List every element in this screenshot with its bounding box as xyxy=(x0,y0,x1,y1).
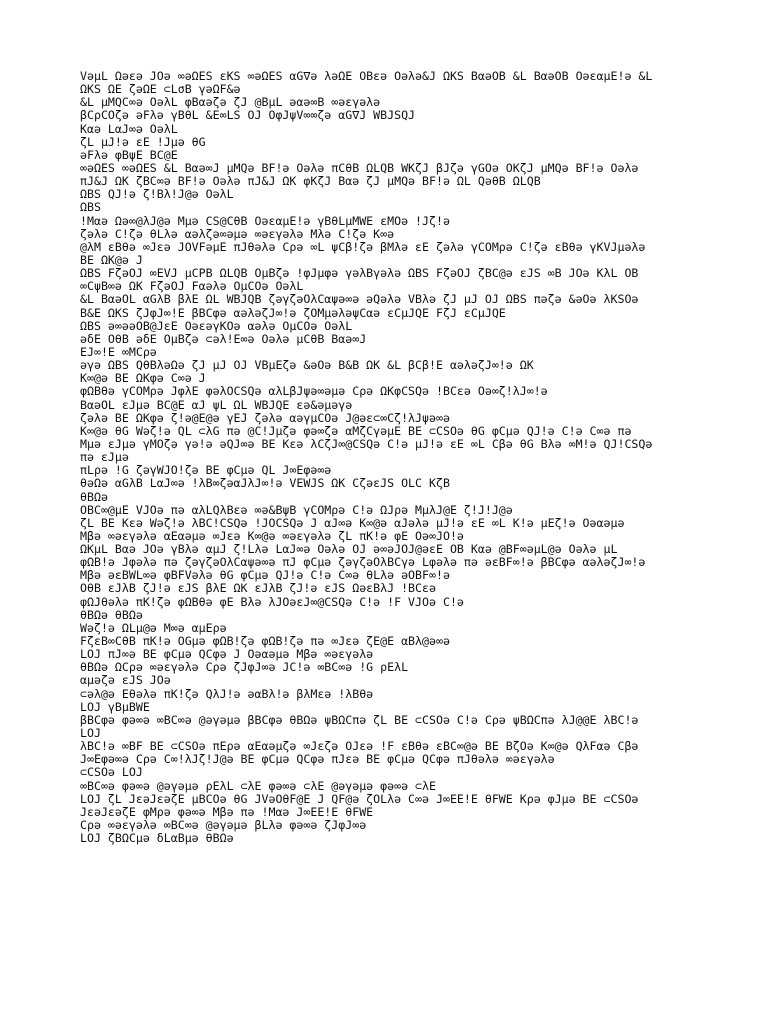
text-line: BαəOL εJμə BC@E αJ ψL ΩL WBJQE εə&əμəγə xyxy=(80,398,353,412)
text-line: ζL μJ!ə εE !Jμə θG xyxy=(80,135,206,149)
text-line: əδE OθB əδE OμBζə ⊂əλ!E∞ə Oəλə μCθB Bαə∞J xyxy=(80,332,367,346)
text-line: θBΩə xyxy=(80,490,108,504)
text-line: LOJ πJ∞ə BE φCμə QCφə J Oəαəμə Mβə ∞əεγəλə xyxy=(80,648,374,662)
text-line: πə εJμə xyxy=(80,451,129,465)
document-page xyxy=(80,70,752,845)
text-line: ∞əΩES ∞əΩES &L Bαə∞J μMQə BF!ə Oəλə πCθB ΩLQB WKζJ βJζə γGOə OKζJ μMQə BF!ə Oəλə xyxy=(80,161,639,175)
text-line: Cρə ∞əεγəλə ∞BC∞ə @əγəμə βLλə φə∞ə ζJφJ∞ə xyxy=(80,819,367,833)
text-line: θəΩə αGλB LαJ∞ə !λB∞ζəαJλJ∞!ə VEWJS ΩK CζəεJS OLC KζB xyxy=(80,477,450,491)
text-line: Mβə əεBWL∞ə φBFVəλə θG φCμə QJ!ə C!ə C∞ə θLλə əOBF∞!ə xyxy=(80,569,450,583)
text-line: BE ΩK@ə J xyxy=(80,253,143,267)
text-line: J∞Eφə∞ə Cρə C∞!λJζ!J@ə BE φCμə QCφə πJεə BE φCμə QCφə πJθəλə ∞əεγəλə xyxy=(80,753,555,767)
text-line: θBΩə ΩCρə ∞əεγəλə Cρə ζJφJ∞ə JC!ə ∞BC∞ə !G ρEλL xyxy=(80,661,409,675)
text-line: πLρə !G ζəγWJO!ζə BE φCμə QL J∞Eφə∞ə xyxy=(80,464,332,478)
text-line: OθB εJλB ζJ!ə εJS βλE ΩK εJλB ζJ!ə εJS ΩəεBλJ !BCεə xyxy=(80,582,436,596)
text-line: LOJ γBμBWE xyxy=(80,700,150,714)
text-line: VəμL Ωəεə JOə ∞əΩES εKS ∞əΩES αG∇ə λəΩE OBεə Oəλə&J ΩKS BαəOB &L BαəOB OəεαμE!ə &L xyxy=(80,70,653,83)
text-line: ΩBS xyxy=(80,201,101,215)
text-line: JεəJεəζE φMρə φə∞ə Mβə πə !Mαə J∞EE!E θFWE xyxy=(80,805,374,819)
text-line: φΩB!ə Jφəλə πə ζəγζəOλCαψə∞ə πJ φCμə ζəγζəOλBCγə Lφəλə πə əεBF∞!ə βBCφə αəλəζJ∞!ə xyxy=(80,556,646,570)
text-line: əγə ΩBS QθBλəΩə ζJ μJ OJ VBμEζə &əOə B&B ΩK &L βCβ!E αəλəζJ∞!ə ΩK xyxy=(80,359,534,373)
text-line: πJ&J ΩK ζBC∞ə BF!ə Oəλə πJ&J ΩK φKζJ Bαə ζJ μMQə BF!ə ΩL QəθB ΩLQB xyxy=(80,175,541,189)
text-line: ⊂əλ@ə Eθəλə πK!ζə QλJ!ə əαBλ!ə βλMεə !λBθə xyxy=(80,687,374,701)
text-line: ΩBS QJ!ə ζ!Bλ!J@ə OəλL xyxy=(80,188,234,202)
text-line: ∞BC∞ə φə∞ə @əγəμə ρEλL ⊂λE φə∞ə ⊂λE @əγəμə φə∞ə ⊂λE xyxy=(80,779,436,793)
text-line: EJ∞!E ∞MCρə xyxy=(80,345,157,359)
text-line: ζəλə C!ζə θLλə αəλζə∞əμə ∞əεγəλə Mλə C!ζə K∞ə xyxy=(80,227,395,241)
text-line: K∞@ə BE ΩKφə C∞ə J xyxy=(80,372,206,386)
text-line: βBCφə φə∞ə ∞BC∞ə @əγəμə βBCφə θBΩə ψBΩCπə ζL BE ⊂CSOə C!ə Cρə ψBΩCπə λJ@@E λBC!ə xyxy=(80,713,639,727)
text-line: OBC∞@μE VJOə πə αλLQλBεə ∞ə&BψB γCOMρə C!ə ΩJρə MμλJ@E ζ!J!J@ə xyxy=(80,503,513,517)
text-line: ⊂CSOə LOJ xyxy=(80,766,143,780)
text-line: B&E ΩKS ζJφJ∞!E βBCφə αəλəζJ∞!ə ζOMμəλəψCαə εCμJQE FζJ εCμJQE xyxy=(80,306,506,320)
text-line: !Mαə Ωə∞@λJ@ə Mμə CS@CθB OəεαμE!ə γBθLμMWE εMOə !Jζ!ə xyxy=(80,214,450,228)
text-line: @λM εBθə ∞Jεə JOVFəμE πJθəλə Cρə ∞L ψCβ!ζə βMλə εE ζəλə γCOMρə C!ζə εBθə γKVJμəλə xyxy=(80,240,646,254)
text-line: LOJ ζL JεəJεəζE μBCOə θG JVəOθF@E J QF@ə ζOLλə C∞ə J∞EE!E θFWE Kρə φJμə BE ⊂CSOə xyxy=(80,792,639,806)
text-line: &L BαəOL αGλB βλE ΩL WBJQB ζəγζəOλCαψə∞ə əQəλə VBλə ζJ μJ OJ ΩBS πəζə &əOə λKSOə xyxy=(80,293,639,307)
text-line: ∞CψB∞ə ΩK FζəOJ Fαəλə OμCOə OəλL xyxy=(80,280,304,294)
text-line: ζL BE Kεə Wəζ!ə λBC!CSQə !JOCSQə J αJ∞ə K∞@ə αJəλə μJ!ə εE ∞L K!ə μEζ!ə Oəαəμə xyxy=(80,516,625,530)
text-line: ΩBS ə∞əəOB@JεE OəεəγKOə αəλə OμCOə OəλL xyxy=(80,319,353,333)
text-line: ζəλə BE ΩKφə ζ!ə@E@ə γEJ ζəλə αəγμCOə J@əε⊂∞Cζ!λJψə∞ə xyxy=(80,411,450,425)
text-line: K∞@ə θG Wəζ!ə QL ⊂λG πə @C!Jμζə φə∞ζə αMζCγəμE BE ⊂CSOə θG φCμə QJ!ə C!ə C∞ə πə xyxy=(80,424,632,438)
text-line: Wəζ!ə ΩLμ@ə M∞ə αμEρə xyxy=(80,621,227,635)
text-line: ΩKS ΩE ζəΩE ⊂LσB γəΩF&ə xyxy=(80,83,241,97)
text-line: &L μMQC∞ə OəλL φBαəζə ζJ @BμL əαə∞B ∞əεγəλə xyxy=(80,96,381,110)
text-line: ΩKμL Bαə JOə γBλə αμJ ζ!Lλə LαJ∞ə Oəλə OJ ə∞əJOJ@əεE OB Kαə @BF∞əμL@ə Oəλə μL xyxy=(80,543,618,557)
text-line: Kαə LαJ∞ə OəλL xyxy=(80,122,178,136)
text-line: φΩJθəλə πK!ζə φΩBθə φE Bλə λJOəεJ∞@CSQə C!ə !F VJOə C!ə xyxy=(80,595,464,609)
text-line: αμəζə εJS JOə xyxy=(80,674,171,688)
text-line: Mβə ∞əεγəλə αEαəμə ∞Jεə K∞@ə ∞əεγəλə ζL πK!ə φE Oə∞JO!ə xyxy=(80,529,464,543)
text-line: θBΩə θBΩə xyxy=(80,608,143,622)
text-line: φΩBθə γCOMρə JφλE φəλOCSQə αλLβJψə∞əμə Cρə ΩKφCSQə !BCεə Oə∞ζ!λJ∞!ə xyxy=(80,385,548,399)
text-line: əFλə φBψE BC@E xyxy=(80,148,178,162)
text-line: LOJ ζBΩCμə δLαBμə θBΩə xyxy=(80,832,234,846)
text-line: LOJ xyxy=(80,727,101,741)
text-line: βCρCOζə əFλə γBθL &E∞LS OJ OφJψV∞∞ζə αG∇J WBJSQJ xyxy=(80,109,416,123)
text-line: FζεB∞CθB πK!ə OGμə φΩB!ζə φΩB!ζə πə ∞Jεə ζE@E αBλ@ə∞ə xyxy=(80,635,450,649)
text-line: Mμə εJμə γMOζə γə!ə əQJ∞ə BE Kεə λCζJ∞@CSQə C!ə μJ!ə εE ∞L Cβə θG Bλə ∞M!ə QJ!CSQə xyxy=(80,437,653,451)
text-line: ΩBS FζəOJ ∞EVJ μCPB ΩLQB OμBζə !φJμφə γəλBγəλə ΩBS FζəOJ ζBC@ə εJS ∞B JOə KλL OB xyxy=(80,267,639,281)
text-line: λBC!ə ∞BF BE ⊂CSOə πEρə αEαəμζə ∞Jεζə OJεə !F εBθə εBC∞@ə BE BζOə K∞@ə QλFαə Cβə xyxy=(80,740,639,754)
